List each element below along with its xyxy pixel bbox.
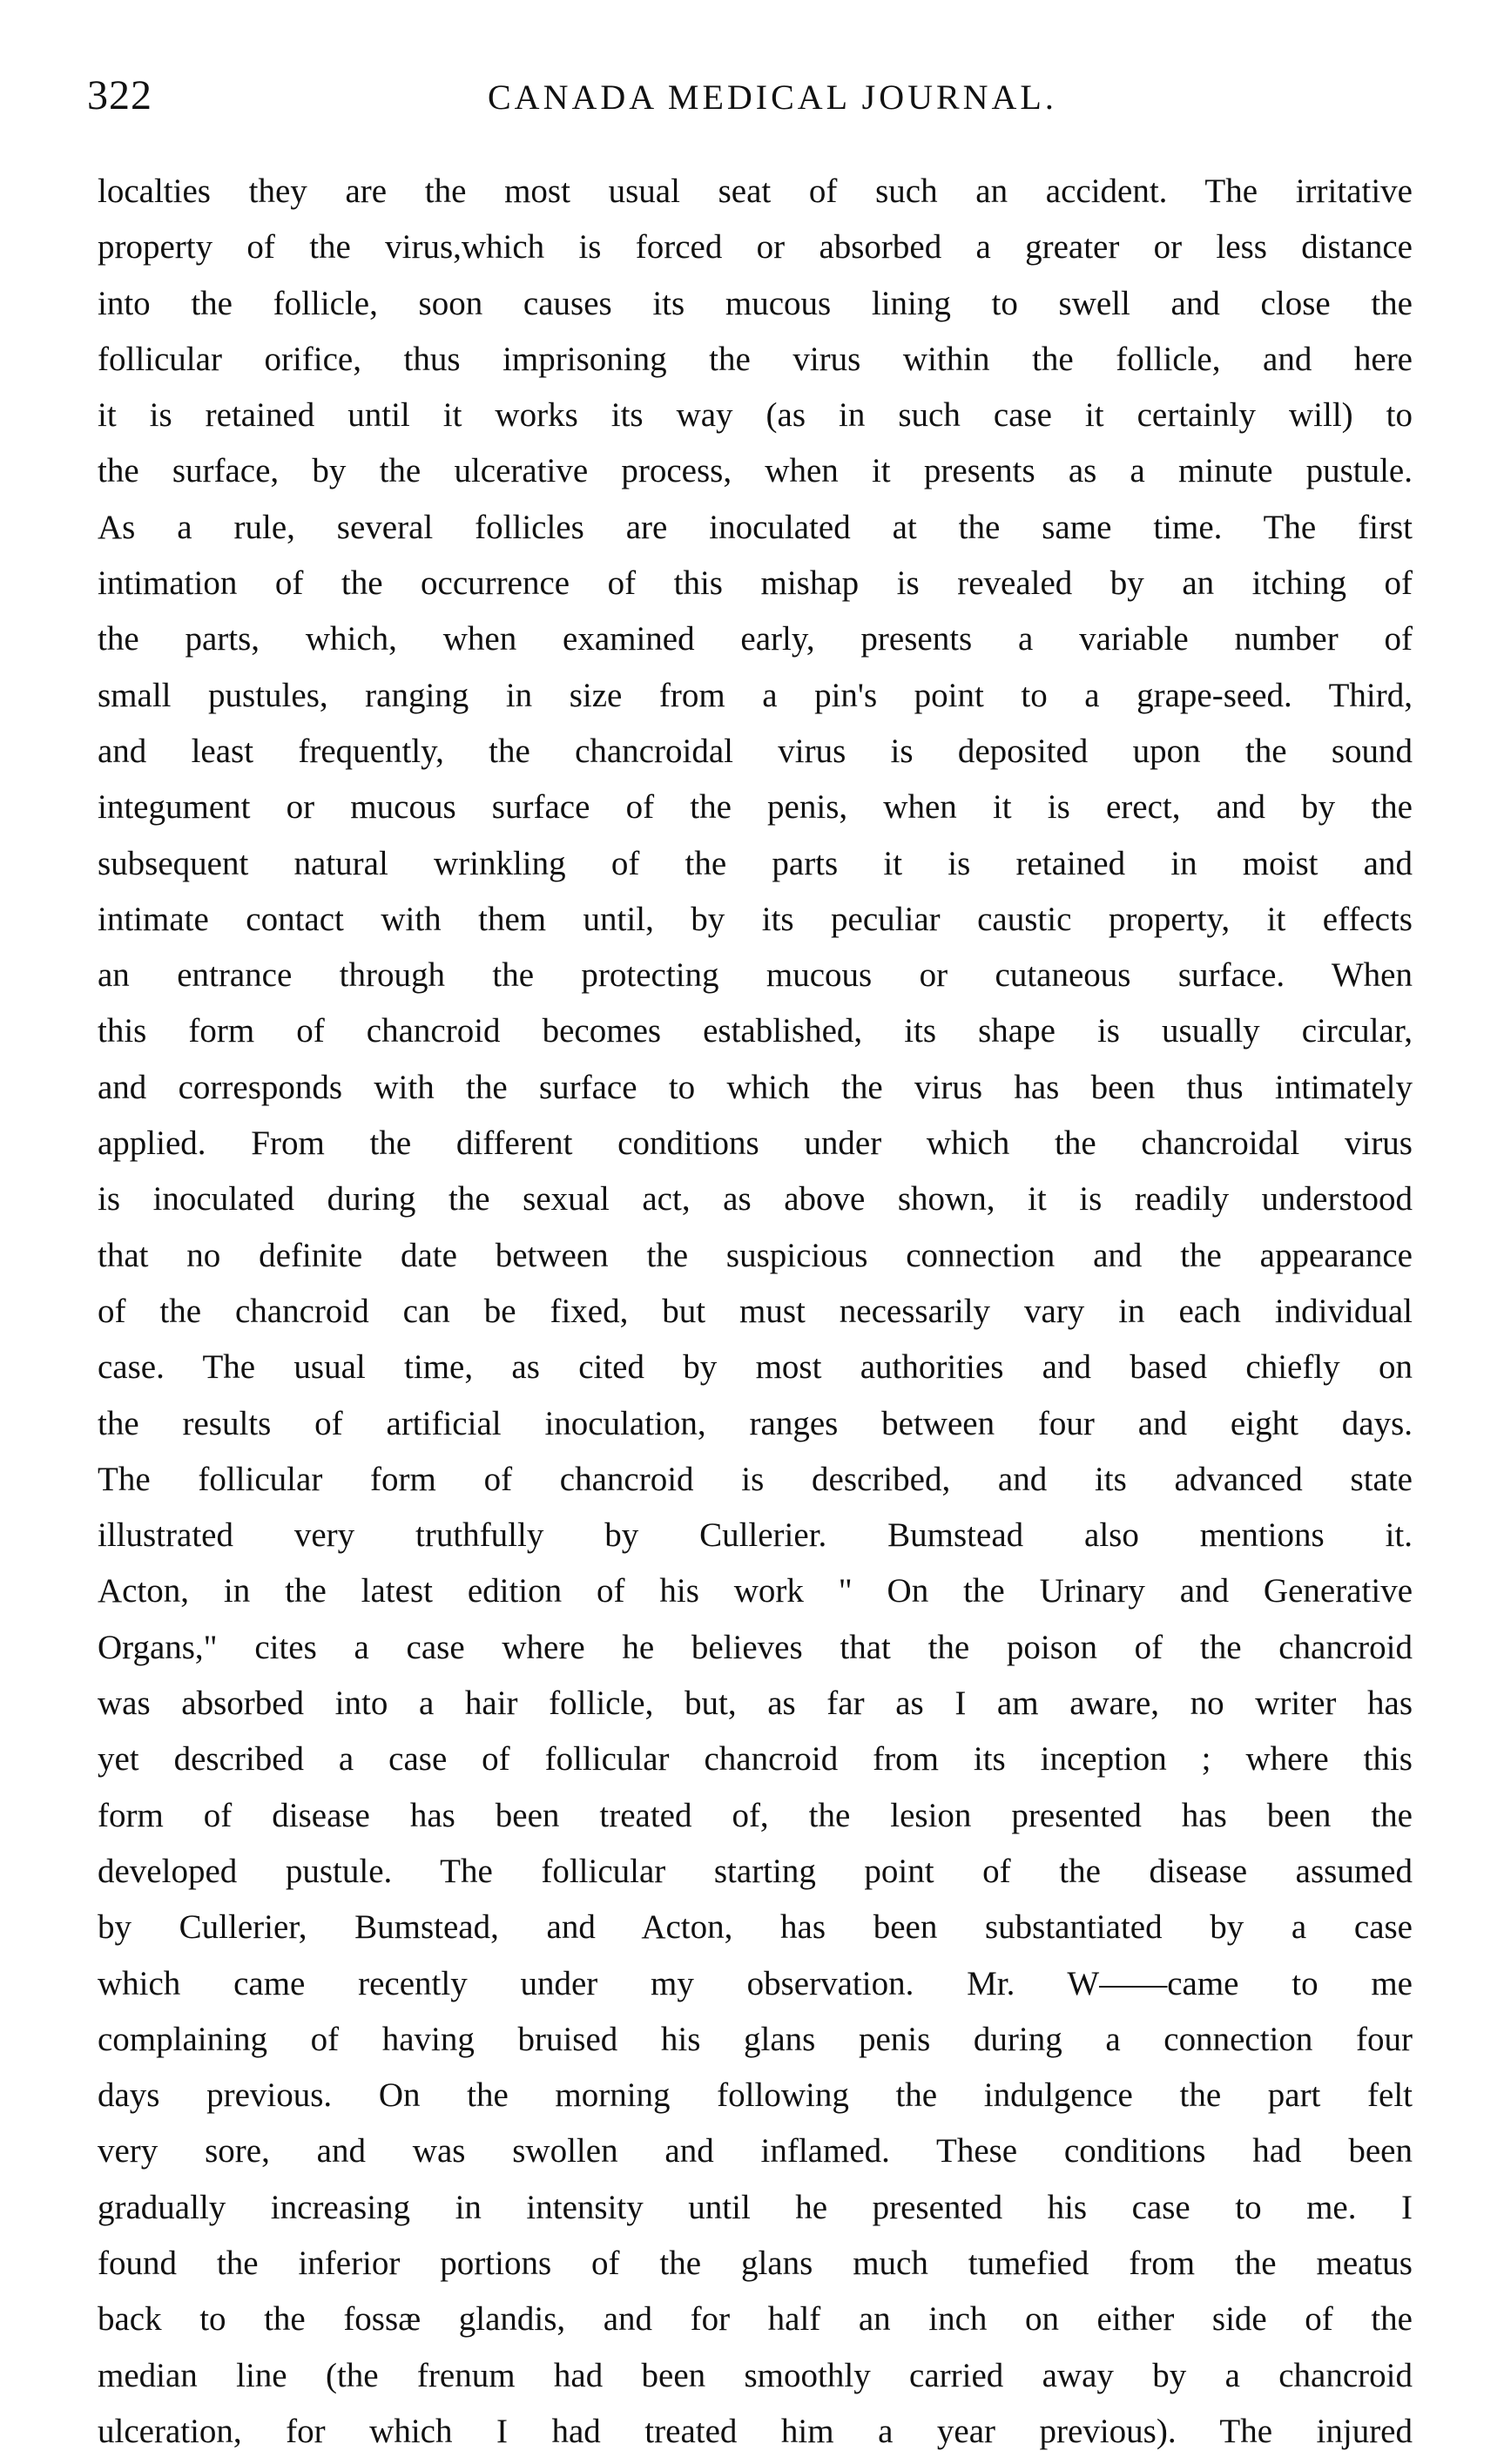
text-line: the parts, which, when examined early, presents a variable number of xyxy=(98,620,1413,658)
article-body xyxy=(98,164,1413,2460)
text-line: yet described a case of follicular chancroid from its inception ; where this xyxy=(98,1740,1413,1779)
text-line: form of disease has been treated of, the lesion presented has been the xyxy=(98,1796,1413,1834)
text-line: the surface, by the ulcerative process, when it presents as a minute pustule. xyxy=(98,452,1413,490)
text-line: case. The usual time, as cited by most authorities and based chiefly on xyxy=(98,1348,1413,1387)
text-line: median line (the frenum had been smoothly carried away by a chancroid xyxy=(98,2356,1413,2394)
text-line: found the inferior portions of the glans much tumefied from the meatus xyxy=(98,2244,1413,2282)
text-line: property of the virus,which is forced or absorbed a greater or less distance xyxy=(98,228,1413,267)
text-line: subsequent natural wrinkling of the parts it is retained in moist and xyxy=(98,844,1413,882)
running-title: CANADA MEDICAL JOURNAL. xyxy=(488,78,1057,117)
text-line: and least frequently, the chancroidal virus is deposited upon the sound xyxy=(98,732,1413,770)
text-line: very sore, and was swollen and inflamed. These conditions had been xyxy=(98,2132,1413,2170)
text-line: The follicular form of chancroid is described, and its advanced state xyxy=(98,1460,1413,1498)
text-line: the results of artificial inoculation, ranges between four and eight days. xyxy=(98,1404,1413,1442)
text-line: by Cullerier, Bumstead, and Acton, has been substantiated by a case xyxy=(98,1908,1413,1947)
text-line: follicular orifice, thus imprisoning the virus within the follicle, and here xyxy=(98,340,1413,378)
text-line: intimate contact with them until, by its peculiar caustic property, it effects xyxy=(98,900,1413,938)
text-line: applied. From the different conditions under which the chancroidal virus xyxy=(98,1124,1413,1163)
text-line: days previous. On the morning following the indulgence the part felt xyxy=(98,2076,1413,2115)
text-line: integument or mucous surface of the penis, when it is erect, and by the xyxy=(98,788,1413,827)
text-line: an entrance through the protecting mucous or cutaneous surface. When xyxy=(98,956,1413,995)
text-line: developed pustule. The follicular starting point of the disease assumed xyxy=(98,1852,1413,1890)
text-line: ulceration, for which I had treated him a year previous). The injured xyxy=(98,2412,1413,2450)
page-header xyxy=(87,70,1437,131)
text-line: complaining of having bruised his glans penis during a connection four xyxy=(98,2020,1413,2058)
text-line: intimation of the occurrence of this mishap is revealed by an itching of xyxy=(98,564,1413,603)
text-line: small pustules, ranging in size from a pin's point to a grape-seed. Third, xyxy=(98,676,1413,714)
text-line: illustrated very truthfully by Cullerier. Bumstead also mentions it. xyxy=(98,1516,1413,1555)
text-line: Organs," cites a case where he believes that the poison of the chancroid xyxy=(98,1628,1413,1666)
text-line: As a rule, several follicles are inoculated at the same time. The first xyxy=(98,508,1413,546)
text-line: localties they are the most usual seat of such an accident. The irritative xyxy=(98,172,1413,210)
text-line: into the follicle, soon causes its mucous lining to swell and close the xyxy=(98,284,1413,322)
page-number: 322 xyxy=(87,72,152,118)
text-line: was absorbed into a hair follicle, but, as far as I am aware, no writer has xyxy=(98,1684,1413,1723)
text-line: of the chancroid can be fixed, but must necessarily vary in each individual xyxy=(98,1292,1413,1330)
text-line: and corresponds with the surface to which the virus has been thus intimately xyxy=(98,1068,1413,1106)
text-line: back to the fossæ glandis, and for half an inch on either side of the xyxy=(98,2300,1413,2339)
text-line: that no definite date between the suspicious connection and the appearance xyxy=(98,1236,1413,1274)
text-line: which came recently under my observation. Mr. W——came to me xyxy=(98,1964,1413,2002)
text-line: gradually increasing in intensity until he presented his case to me. I xyxy=(98,2188,1413,2226)
text-line: Acton, in the latest edition of his work " On the Urinary and Generative xyxy=(98,1572,1413,1610)
text-line: is inoculated during the sexual act, as above shown, it is readily understood xyxy=(98,1180,1413,1218)
text-line: it is retained until it works its way (as in such case it certainly will) to xyxy=(98,396,1413,435)
text-line: this form of chancroid becomes established, its shape is usually circular, xyxy=(98,1012,1413,1050)
